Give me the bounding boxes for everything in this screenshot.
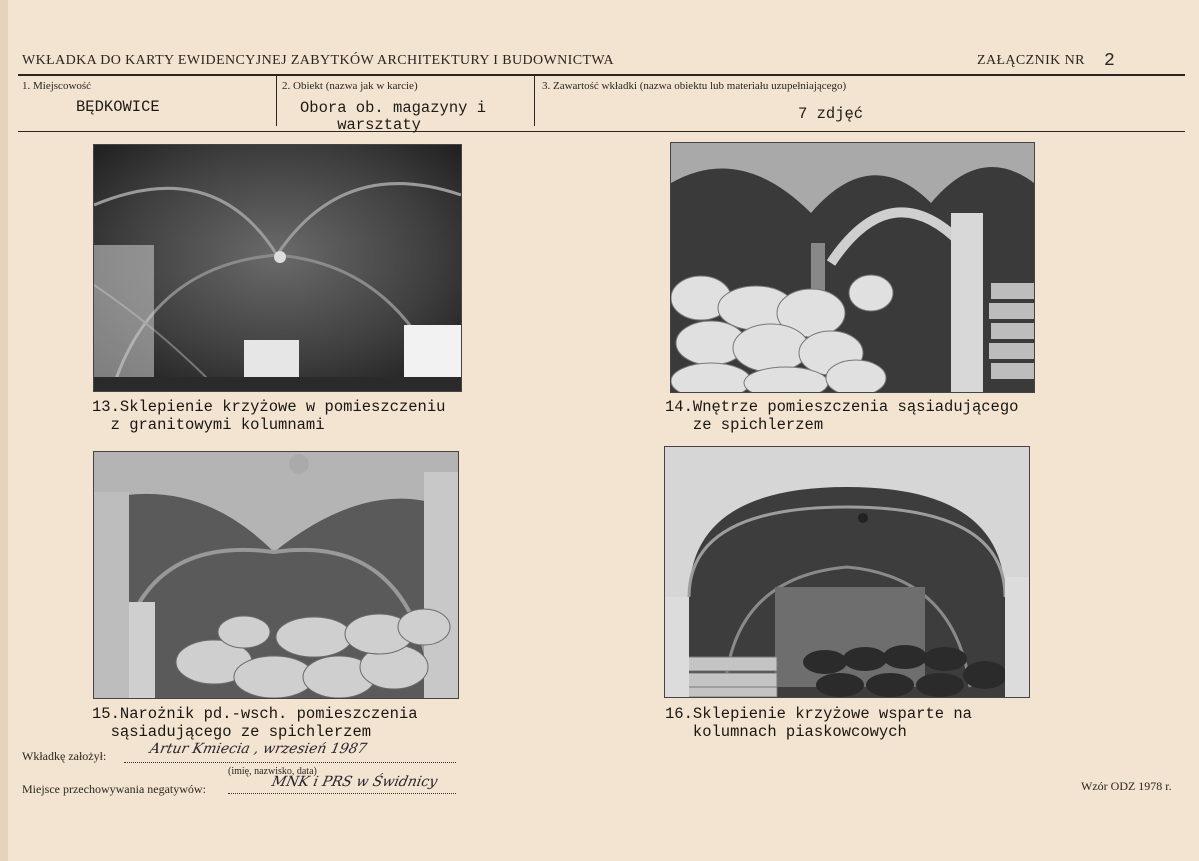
- field-divider-1: [276, 76, 277, 126]
- founder-hint: (imię, nazwisko, data): [228, 766, 317, 777]
- photo-14-sacks-interior: [670, 142, 1035, 393]
- object-value: Obora ob. magazyny i warsztaty: [300, 99, 487, 134]
- photo-14-caption: 14.Wnętrze pomieszczenia sąsiadującego ze spichlerzem: [665, 398, 1019, 434]
- locality-value: BĘDKOWICE: [76, 98, 160, 116]
- header-rule-bottom: [18, 131, 1185, 132]
- field-divider-2: [534, 76, 535, 126]
- founder-label: Wkładkę założył:: [22, 749, 107, 763]
- content-value: 7 zdjęć: [798, 105, 864, 123]
- photo-13-vaulted-ceiling: [93, 144, 462, 392]
- negatives-label: Miejsce przechowywania negatywów:: [22, 782, 206, 796]
- content-label: 3. Zawartość wkładki (nazwa obiektu lub materiału uzupełniającego): [542, 80, 847, 92]
- locality-label: 1. Miejscowość: [22, 80, 92, 92]
- negatives-value: MNK i PRS w Świdnicy: [270, 774, 439, 790]
- photo-13-caption: 13.Sklepienie krzyżowe w pomieszczeniu z granitowymi kolumnami: [92, 398, 446, 434]
- header-rule-top: [18, 74, 1185, 76]
- photo-16-caption: 16.Sklepienie krzyżowe wsparte na kolumnach piaskowcowych: [665, 705, 972, 741]
- attachment-label: ZAŁĄCZNIK NR: [977, 53, 1085, 68]
- founder-dotline: [124, 762, 456, 763]
- founder-signature: Artur Kmiecia , wrzesień 1987: [148, 741, 369, 757]
- negatives-dotline: [228, 793, 456, 794]
- form-template-label: Wzór ODZ 1978 r.: [1081, 779, 1172, 793]
- attachment-number: 2: [1104, 51, 1115, 71]
- photo-15-corner-vault: [93, 451, 459, 699]
- sheet-edge: [0, 0, 8, 861]
- form-title: WKŁADKA DO KARTY EWIDENCYJNEJ ZABYTKÓW ARCHITEKTURY I BUDOWNICTWA: [22, 53, 614, 68]
- object-label: 2. Obiekt (nazwa jak w karcie): [282, 80, 418, 92]
- photo-15-caption: 15.Narożnik pd.-wsch. pomieszczenia sąsiadującego ze spichlerzem: [92, 705, 418, 741]
- photo-16-sandstone-columns: [664, 446, 1030, 698]
